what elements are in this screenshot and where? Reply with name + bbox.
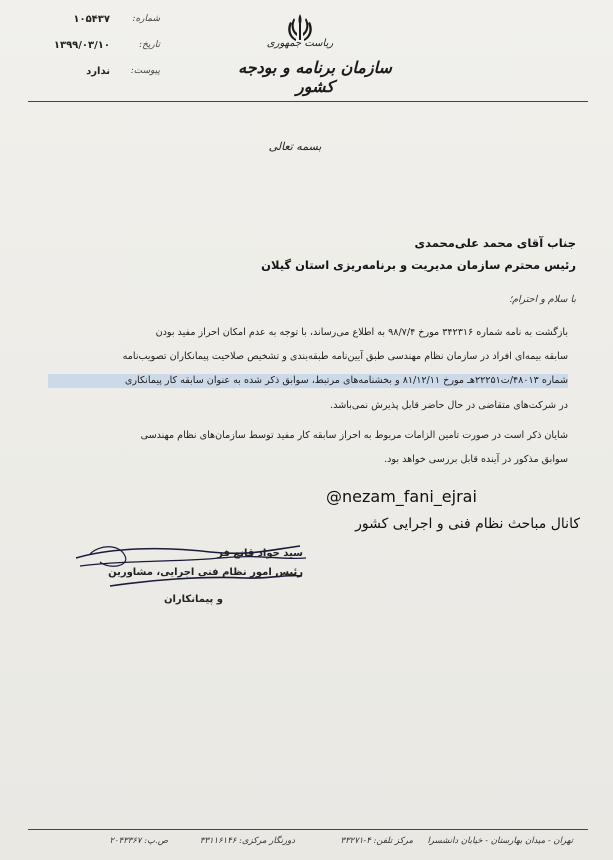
channel-name: کانال مباحث نظام فنی و اجرایی کشور (355, 516, 580, 532)
body-p1-line: بازگشت به نامه شماره ۳۴۲۳۱۶ مورخ ۹۸/۷/۴ به اطلاع می‌رساند، با توجه به عدم امکان احراز مفید بودن (155, 327, 568, 338)
greeting: با سلام و احترام؛ (509, 294, 576, 305)
letter-number-row (20, 14, 160, 34)
letter-attachment-label: پیوست: (130, 66, 160, 76)
addressee-name: جناب آقای محمد علی‌محمدی (414, 236, 576, 250)
letter-number-value: ۱۰۵۴۳۷ (73, 14, 110, 25)
body-p2-line: سوابق مذکور در آینده قابل بررسی خواهد بود. (384, 454, 568, 465)
letter-date-value: ۱۳۹۹/۰۳/۱۰ (53, 40, 110, 51)
letter-date-label: تاریخ: (139, 40, 160, 50)
signatory-title-line2: و پیمانکاران (163, 594, 223, 605)
channel-handle: @nezam_fani_ejrai (326, 487, 477, 506)
body-p1-line: سابقه بیمه‌ای افراد در سازمان نظام مهندسی طبق آیین‌نامه طبقه‌بندی و تشخیص صلاحیت پیمانکاران تصویب‌نامه (122, 351, 568, 362)
letter-number-label: شماره: (132, 14, 160, 24)
signatory-name: سید جواد قانع فر (217, 548, 303, 559)
footer-phone: مرکز تلفن: ۴-۳۳۲۷۱ (340, 836, 413, 846)
header-divider (28, 101, 588, 102)
body-p1-line: در شرکت‌های متقاضی در حال حاضر قابل پذیرش نمی‌باشد. (330, 400, 568, 411)
body-p2-line: شایان ذکر است در صورت تامین الزامات مربوط به احراز سابقه کار مفید توسط سازمان‌های نظام مهندسی (140, 430, 568, 441)
letter-attachment-value: ندارد (86, 66, 110, 77)
letter-attachment-row (20, 66, 160, 86)
bismillah: بسمه تعالی (268, 140, 322, 153)
footer-divider (28, 829, 588, 830)
footer-address: تهران - میدان بهارستان - خیابان دانشسرا (427, 836, 573, 846)
organization-name: سازمان برنامه و بودجه کشور (238, 58, 392, 96)
footer-fax: دورنگار مرکزی: ۳۳۱۱۶۱۴۶ (199, 836, 295, 846)
body-p1-line: شماره ۴۸۰۱۳/ت۲۲۲۵۱هـ مورخ ۸۱/۱۲/۱۱ و بخشنامه‌های مرتبط، سوابق ذکر شده به عنوان سابقه کار پیمانکاری (48, 374, 568, 388)
signatory-title-line1: رئیس امور نظام فنی اجرایی، مشاورین (108, 567, 303, 578)
addressee-title: رئیس محترم سازمان مدیریت و برنامه‌ریزی استان گیلان (261, 258, 576, 272)
footer-postal: ص.پ: ۲۰۴۳۳۶۷ (109, 836, 168, 846)
presidency-label: ریاست جمهوری (266, 38, 334, 49)
letter-date-row (20, 40, 160, 60)
